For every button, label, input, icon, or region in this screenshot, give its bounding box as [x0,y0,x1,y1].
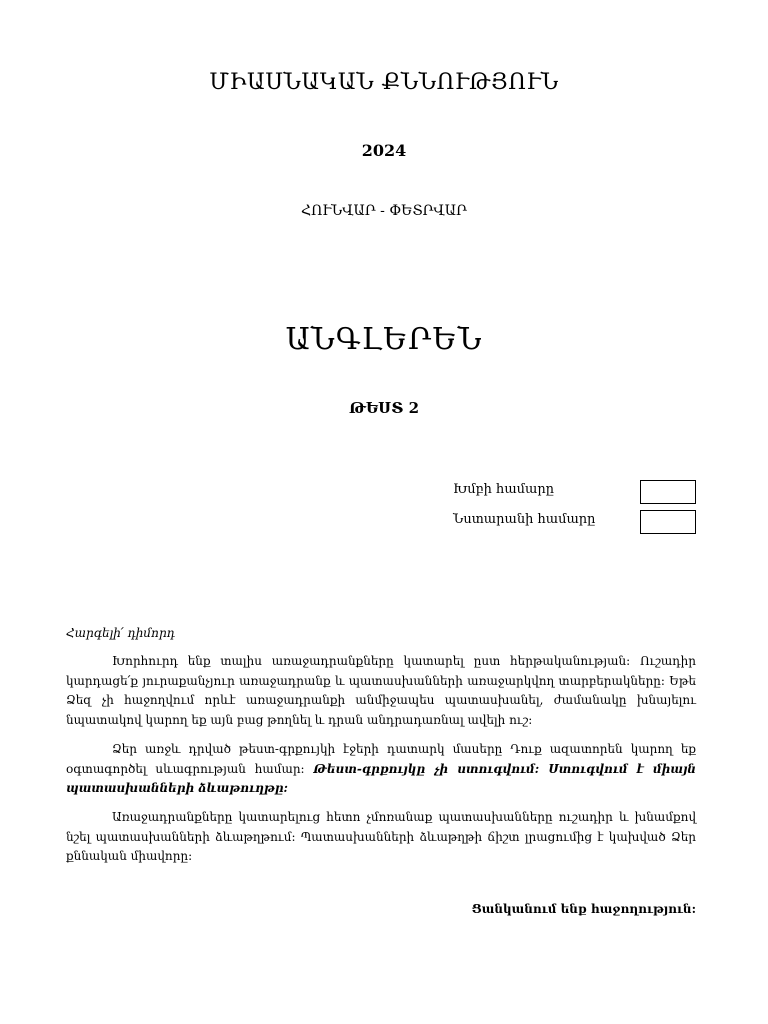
group-number-label: Խմբի համարը [453,482,554,497]
exam-session: ՀՈՒՆՎԱՐ - ՓԵՏՐՎԱՐ [301,203,467,219]
instruction-paragraph-1: Խորհուրդ ենք տալիս առաջադրանքները կատարել ըստ հերթականության: Ուշադիր կարդացե՛ք յուրաքանչյուր առաջադրանք և պատասխանների առաջարկվող տարբերակները: Եթե Ձեզ չի հաջողվում որևէ առաջադրանքի անմիջապես պատասխանել, ժամանակը խնայելու նպատակով կարող եք այն բաց թողնել և դրան անդրադառնալ ավելի ուշ: [66,654,696,727]
instruction-paragraph-2 [66,740,696,799]
instruction-paragraph-2-text: Ձեր առջև դրված թեստ-գրքույկի էջերի դատարկ մասերը Դուք ազատորեն կարող եք օգտագործել սևագրության համար: [66,742,696,776]
greeting: Հարգելի՛ դիմորդ [66,626,176,640]
closing-wish: Ցանկանում ենք հաջողություն: [471,902,696,916]
exam-title: ՄԻԱՍՆԱԿԱՆ ՔՆՆՈՒԹՅՈՒՆ [209,70,559,95]
instruction-paragraph-2-emphasis: Թեստ-գրքույկը չի ստուգվում: Ստուգվում է միայն պատասխանների ձևաթուղթը: [66,761,696,795]
exam-year: 2024 [361,141,407,160]
seat-number-box[interactable] [640,510,696,534]
seat-number-row [453,510,697,534]
instruction-paragraph-3: Առաջադրանքները կատարելուց հետո չմոռանաք պատասխանները ուշադիր և խնամքով նշել պատասխանների ձևաթղթում: Պատասխանների ձևաթղթի ճիշտ լրացումից է կախված Ձեր քննական միավորը: [66,810,696,863]
group-number-box[interactable] [640,480,696,504]
group-number-row [453,480,697,504]
exam-subject: ԱՆԳԼԵՐԵՆ [285,322,483,357]
test-variant: ԹԵՍՏ 2 [348,399,420,417]
seat-number-label: Նստարանի համարը [453,512,596,527]
